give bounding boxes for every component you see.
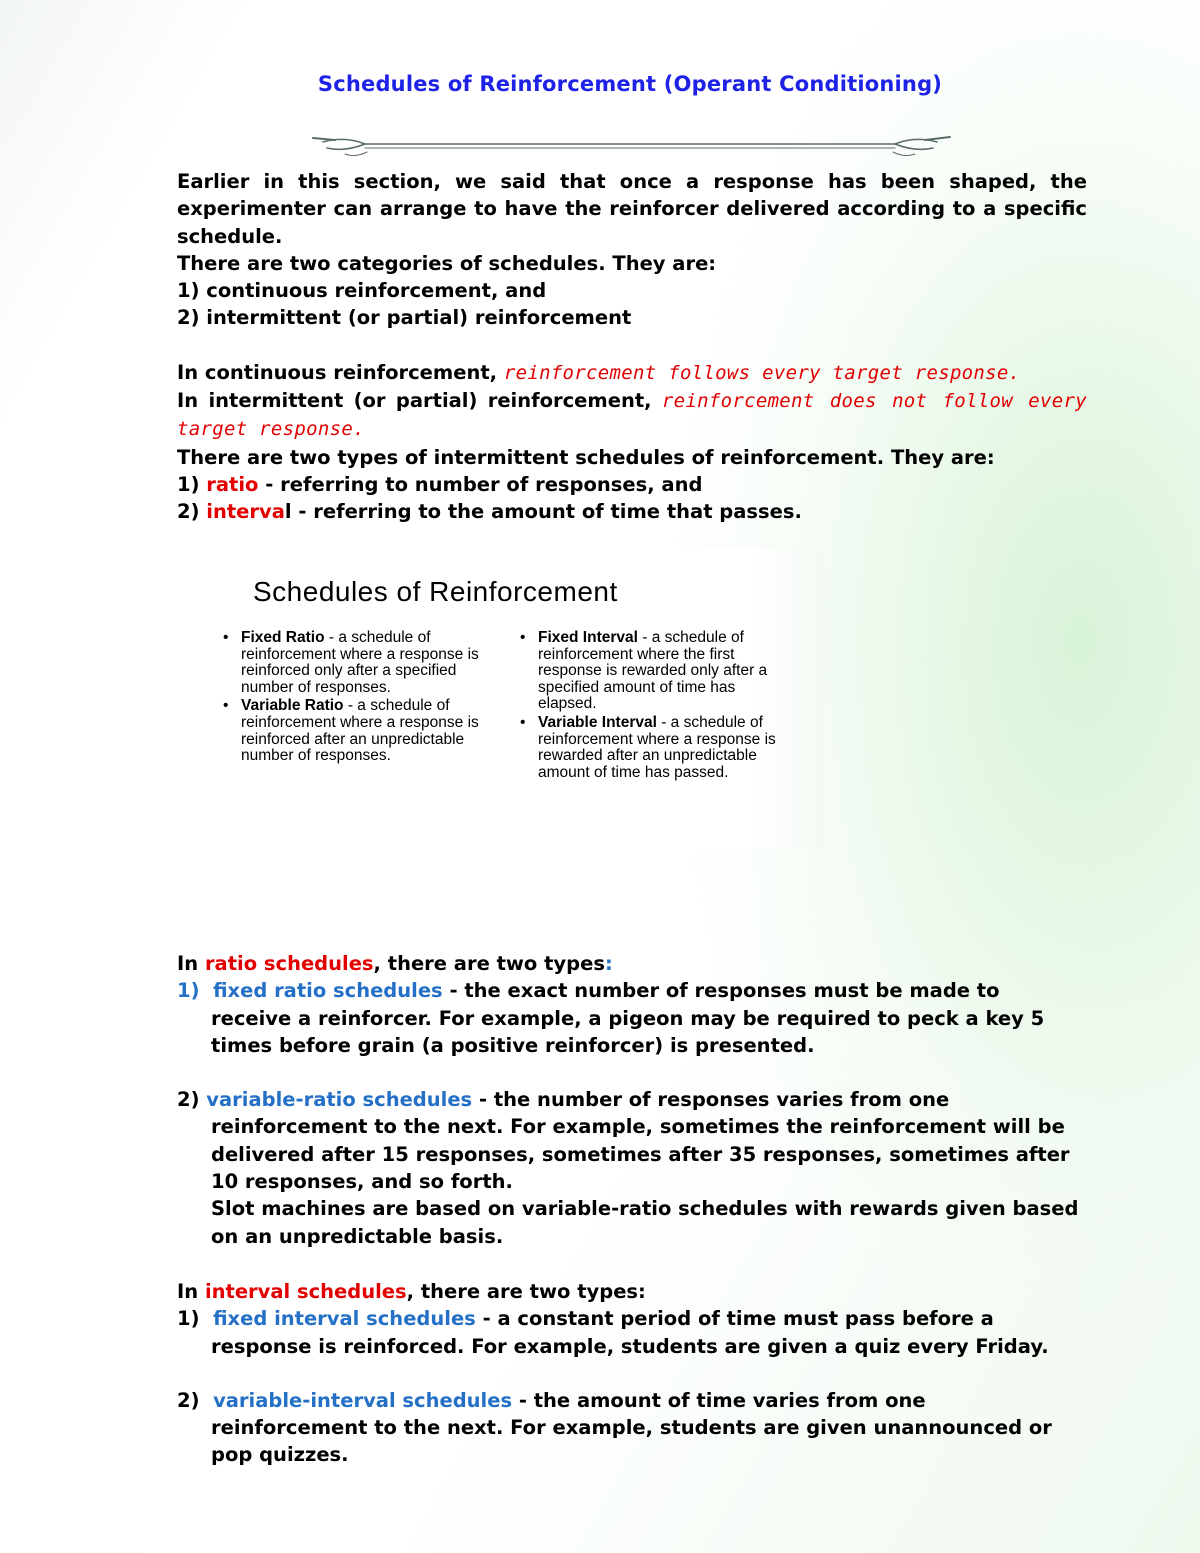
intro-section — [177, 168, 1087, 526]
slide-item-variable-interval: • Variable Interval - a schedule of reinforcement where a response is rewarded after an unpredictable amount of time has passed. — [520, 713, 776, 781]
variable-ratio-item: 2) variable-ratio schedules - the number of responses varies from one — [177, 1088, 950, 1112]
interval-keyword: interva — [206, 500, 285, 524]
slide-left-column — [223, 630, 483, 767]
page-title: Schedules of Reinforcement (Operant Conditioning) — [317, 72, 943, 96]
ratio-keyword: ratio — [206, 472, 259, 496]
ratio-schedules-keyword: ratio schedules — [204, 952, 374, 975]
bullet-icon: • — [520, 629, 526, 646]
schedules-slide-image — [205, 548, 825, 848]
category-intermittent: 2) intermittent (or partial) reinforcement — [177, 306, 632, 330]
fixed-ratio-continuation: receive a reinforcer. For example, a pigeon may be required to peck a key 5 times before grain (a positive reinforcer) is presented. — [211, 1006, 1045, 1057]
interval-schedules-keyword: interval schedules — [204, 1280, 407, 1303]
intro-paragraph: Earlier in this section, we said that once a response has been shaped, the experimenter can arrange to have the reinforcer delivered according to a specific schedule. — [177, 170, 1087, 248]
continuous-definition: In continuous reinforcement, reinforcement follows every target response. — [177, 360, 1021, 384]
type-interval: 2) interval - referring to the amount of time that passes. — [177, 500, 802, 524]
variable-ratio-term: variable-ratio schedules — [206, 1088, 473, 1112]
slot-machine-note: Slot machines are based on variable-ratio schedules with rewards given based on an unpredictable basis. — [211, 1197, 1079, 1248]
fixed-ratio-term: fixed ratio schedules — [213, 979, 443, 1003]
types-line: There are two types of intermittent schedules of reinforcement. They are: — [177, 445, 995, 469]
fixed-ratio-item: 1) fixed ratio schedules - the exact number of responses must be made to — [177, 979, 1000, 1003]
slide-title: Schedules of Reinforcement — [253, 576, 618, 607]
intermittent-definition: In intermittent (or partial) reinforcement, reinforcement does not follow every target response. — [177, 389, 1087, 441]
variable-interval-continuation: reinforcement to the next. For example, students are given unannounced or pop quizzes. — [211, 1416, 1052, 1467]
bullet-icon: • — [520, 713, 526, 731]
bullet-icon: • — [223, 697, 229, 715]
categories-line: There are two categories of schedules. They are: — [177, 251, 717, 275]
slide-item-variable-ratio: • Variable Ratio - a schedule of reinforcement where a response is reinforced after an unpredictable number of responses. — [223, 697, 479, 765]
interval-heading: In interval schedules, there are two types: — [177, 1280, 646, 1303]
slide-right-column — [520, 630, 780, 783]
variable-ratio-continuation: reinforcement to the next. For example, sometimes the reinforcement will be delivered after 15 responses, sometimes after 35 responses, sometimes after 10 responses, and so forth. — [211, 1115, 1070, 1194]
category-continuous: 1) continuous reinforcement, and — [177, 279, 547, 303]
intermittent-def-emphasis: reinforcement does not follow every target response. — [177, 390, 1087, 441]
interval-schedules-section — [177, 1278, 1097, 1469]
bullet-icon: • — [223, 629, 229, 646]
ornamental-divider — [305, 128, 955, 162]
slide-item-fixed-interval: • Fixed Interval - a schedule of reinforcement where the first response is rewarded only after a specified amount of time has elapsed. — [520, 629, 768, 713]
fixed-interval-item: 1) fixed interval schedules - a constant period of time must pass before a — [177, 1307, 994, 1331]
ratio-schedules-section — [177, 950, 1097, 1250]
variable-interval-term: variable-interval schedules — [213, 1388, 513, 1412]
fixed-interval-term: fixed interval schedules — [213, 1307, 476, 1331]
fixed-interval-continuation: response is reinforced. For example, students are given a quiz every Friday. — [211, 1334, 1049, 1358]
ratio-heading: In ratio schedules, there are two types: — [177, 952, 613, 975]
variable-interval-item: 2) variable-interval schedules - the amount of time varies from one — [177, 1388, 926, 1412]
type-ratio: 1) ratio - referring to number of responses, and — [177, 472, 703, 496]
continuous-def-emphasis: reinforcement follows every target response. — [503, 361, 1021, 384]
slide-item-fixed-ratio: • Fixed Ratio - a schedule of reinforcement where a response is reinforced only after a specified number of responses. — [223, 629, 479, 696]
